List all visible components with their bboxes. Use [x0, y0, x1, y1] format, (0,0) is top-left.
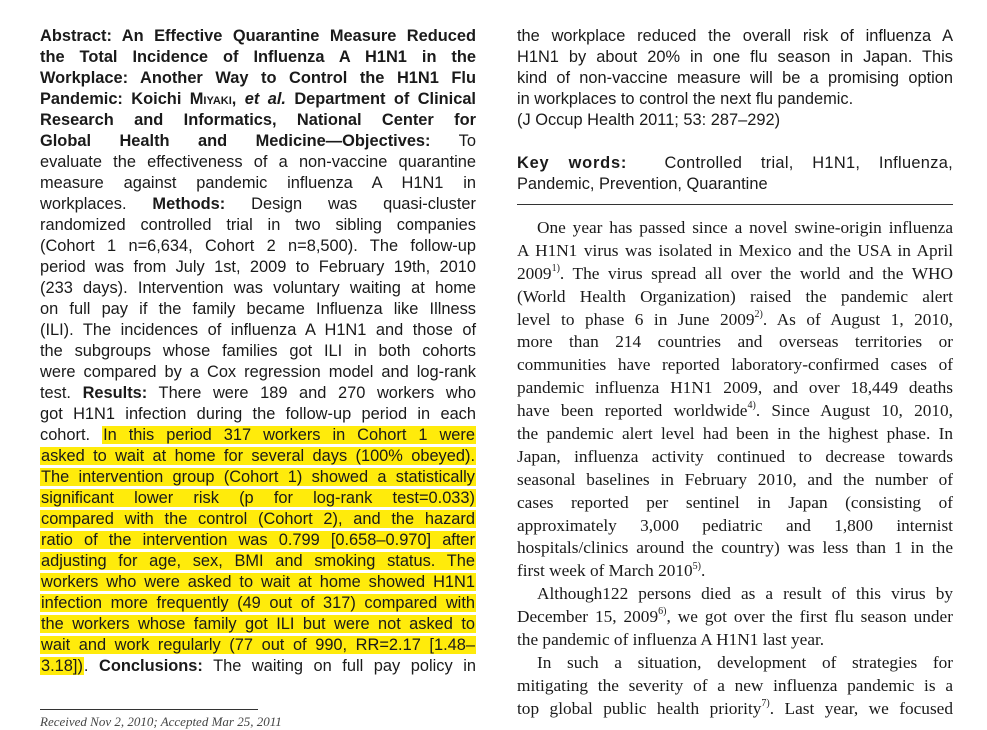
text-run: first week of March 2010	[517, 561, 693, 581]
abstract-lines-line	[40, 467, 476, 488]
body-lines-line	[517, 217, 953, 240]
abstract-lines-line	[40, 194, 476, 215]
body-lines-line	[517, 492, 953, 515]
citation-ref: 4)	[747, 400, 756, 412]
text-run: A H1N1 virus was isolated in Mexico and the USA in April	[517, 240, 953, 260]
abstract-lines-line	[40, 593, 476, 614]
abstract-lines-line	[40, 362, 476, 383]
text-run: et al.	[244, 90, 286, 108]
text-run: pandemic influenza H1N1 2009, and over 18,449 deaths	[517, 378, 953, 398]
text-run: There were 189 and 270 workers who	[147, 384, 476, 402]
text-run: more than 214 countries and overseas territories or	[517, 332, 953, 352]
keywords-rule	[517, 204, 953, 205]
text-run: communities have reported laboratory-confirmed cases of	[517, 355, 953, 375]
abstract-lines-line	[40, 341, 476, 362]
abstract-lines-line	[40, 89, 476, 110]
abstract-continuation-line: the workplace reduced the overall risk of influenza A	[517, 27, 953, 45]
text-run: 2009	[517, 263, 552, 283]
text-run: Pandemic: Koichi	[40, 90, 190, 108]
body-lines-line	[517, 309, 953, 332]
body-lines-line	[517, 469, 953, 492]
text-run: seasonal baselines in February 2010, and the number of	[517, 469, 953, 489]
abstract-lines-line	[40, 551, 476, 572]
text-run: One year has passed since a novel swine-origin influenza	[537, 218, 953, 237]
text-run: top global public health priority	[517, 698, 762, 718]
citation-ref: 6)	[658, 606, 667, 618]
text-run: on full pay if the family became Influenza like Illness	[40, 300, 476, 318]
abstract-lines-line	[40, 572, 476, 593]
text-run: cases reported per sentinel in Japan (consisting of	[517, 492, 953, 512]
body-lines-line	[517, 286, 953, 309]
highlighted-text: significant lower risk (p for log-rank test=0.033)	[41, 489, 475, 507]
body-lines-line	[517, 698, 953, 721]
abstract-lines-line	[40, 236, 476, 257]
abstract-continuation-line: in workplaces to control the next flu pandemic.	[517, 90, 854, 108]
body-lines-line	[517, 537, 953, 560]
body-lines-line	[517, 515, 953, 538]
text-run: cohort.	[40, 426, 103, 444]
text-run: measure against pandemic influenza A H1N1 in	[40, 174, 476, 192]
text-run: December 15, 2009	[517, 607, 659, 627]
citation-ref: 7)	[761, 697, 770, 709]
abstract-lines-line	[40, 320, 476, 341]
abstract-lines-line	[40, 173, 476, 194]
keywords-label: Key words:	[517, 154, 628, 172]
body-lines-line	[517, 652, 953, 675]
text-run: (Cohort 1 n=6,634, Cohort 2 n=8,500). The follow-up	[40, 237, 476, 255]
abstract-lines-line	[40, 635, 476, 656]
body-lines-line	[517, 400, 953, 423]
text-run: workplaces.	[40, 195, 153, 213]
text-run: Results:	[82, 384, 148, 402]
right-column	[517, 26, 953, 721]
body-lines-line	[517, 446, 953, 469]
abstract-continuation-line: kind of non-vaccine measure will be a promising option	[517, 69, 953, 87]
body-lines-line	[517, 606, 953, 629]
text-run: Global Health and Medicine—Objectives:	[40, 132, 431, 150]
keywords-line-2: Pandemic, Prevention, Quarantine	[517, 175, 768, 193]
text-run: Abstract: An Effective Quarantine Measure Reduced	[40, 27, 476, 45]
abstract-lines-line	[40, 152, 476, 173]
text-run: (233 days). Intervention was voluntary waiting at home	[40, 279, 476, 297]
body-lines-line	[517, 629, 953, 652]
body-lines-line	[517, 354, 953, 377]
highlighted-text: compared with the control (Cohort 2), and the hazard	[41, 510, 475, 528]
text-run: randomized controlled trial in two sibling companies	[40, 216, 476, 234]
highlighted-text: adjusting for age, sex, BMI and smoking status. The	[41, 552, 475, 570]
highlighted-text: In this period 317 workers in Cohort 1 were	[103, 426, 475, 444]
text-run: . Since August 10, 2010,	[755, 401, 953, 421]
text-run: Conclusions:	[99, 657, 203, 675]
text-run: level to phase 6 in June 2009	[517, 309, 755, 329]
text-run: , we got over the first flu season under	[666, 607, 953, 627]
text-run: hospitals/clinics around the country) was less than 1 in the	[517, 538, 953, 558]
abstract-lines-line	[40, 110, 476, 131]
body-lines-line	[517, 377, 953, 400]
citation-ref: 2)	[754, 308, 763, 320]
abstract-lines-line	[40, 383, 476, 404]
abstract-lines-line	[40, 509, 476, 530]
citation-ref: 1)	[551, 263, 560, 275]
keywords-line-1: Controlled trial, H1N1, Influenza,	[664, 154, 953, 172]
text-run: have been reported worldwide	[517, 401, 748, 421]
text-run: mitigating the severity of a new influenza pandemic is a	[517, 675, 953, 695]
text-run: Department of Clinical	[285, 90, 476, 108]
abstract-lines-line	[40, 26, 476, 47]
abstract-lines-line	[40, 257, 476, 278]
text-run: (World Health Organization) raised the pandemic alert	[517, 286, 953, 306]
text-run: got H1N1 infection during the follow-up period in each	[40, 405, 476, 423]
highlighted-text: the workers whose family got ILI but were not asked to	[41, 615, 475, 633]
keywords-block	[517, 153, 953, 195]
highlighted-text: wait and work regularly (77 out of 990, RR=2.17 [1.48–	[41, 636, 475, 654]
citation-ref: 5)	[692, 560, 701, 572]
abstract-lines-line	[40, 404, 476, 425]
highlighted-text: infection more frequently (49 out of 317) compared with	[41, 594, 475, 612]
abstract-continuation-line: H1N1 by about 20% in one flu season in Japan. This	[517, 48, 953, 66]
text-run: the pandemic alert level had been in the highest phase. In	[517, 424, 953, 444]
abstract-continuation-line: (J Occup Health 2011; 53: 287–292)	[517, 111, 781, 129]
abstract-lines-line	[40, 278, 476, 299]
abstract-lines-line	[40, 215, 476, 236]
body-lines-line	[517, 583, 953, 606]
text-run: The waiting on full pay policy in	[202, 657, 477, 675]
text-run: . As of August 1, 2010,	[762, 309, 953, 329]
text-run: the Total Incidence of Influenza A H1N1 in the	[40, 48, 476, 66]
highlighted-text: workers who were asked to wait at home showed H1N1	[41, 573, 475, 591]
text-run: In such a situation, development of strategies for	[537, 652, 953, 672]
abstract-lines-line	[40, 530, 476, 551]
abstract-lines-line	[40, 446, 476, 467]
text-run: . Last year, we focused	[769, 698, 953, 718]
text-run: (ILI). The incidences of influenza A H1N1 and those of	[40, 321, 476, 339]
text-run: Research and Informatics, National Center for	[40, 111, 476, 129]
text-run: ,	[231, 90, 245, 108]
abstract-lines-line	[40, 47, 476, 68]
received-footnote: Received Nov 2, 2010; Accepted Mar 25, 2011	[40, 714, 282, 729]
text-run: To	[430, 132, 476, 150]
abstract-lines-line	[40, 299, 476, 320]
abstract-column	[40, 26, 476, 677]
text-run: . The virus spread all over the world and the WHO	[559, 263, 953, 283]
abstract-continuation	[517, 26, 953, 131]
text-run: Japan, influenza activity continued to decrease towards	[517, 446, 953, 466]
abstract-lines-line	[40, 131, 476, 152]
highlighted-text: The intervention group (Cohort 1) showed a statistically	[41, 468, 475, 486]
abstract-lines-line	[40, 68, 476, 89]
text-run: Miyaki	[189, 90, 232, 108]
text-run: the pandemic of influenza A H1N1 last year.	[517, 630, 825, 650]
text-run: Methods:	[152, 195, 226, 213]
highlighted-text: ratio of the intervention was 0.799 [0.658–0.970] after	[41, 531, 475, 549]
body-lines-line	[517, 675, 953, 698]
body-lines-line	[517, 263, 953, 286]
highlighted-text: 3.18])	[41, 657, 83, 675]
text-run: .	[83, 657, 100, 675]
body-lines-line	[517, 560, 953, 583]
body-text	[517, 217, 953, 721]
body-lines-line	[517, 240, 953, 263]
text-run: were compared by a Cox regression model and log-rank	[40, 363, 476, 381]
footnote-rule	[40, 709, 258, 710]
abstract-lines-line	[40, 614, 476, 635]
text-run: .	[700, 561, 706, 581]
text-run: the subgroups whose families got ILI in both cohorts	[40, 342, 476, 360]
highlighted-text: asked to wait at home for several days (100% obeyed).	[41, 447, 475, 465]
text-run: approximately 3,000 pediatric and 1,800 internist	[517, 515, 953, 535]
abstract-lines-line	[40, 425, 476, 446]
text-run: Workplace: Another Way to Control the H1N1 Flu	[40, 69, 476, 87]
abstract-lines-line	[40, 488, 476, 509]
abstract-lines-line	[40, 656, 476, 677]
body-lines-line	[517, 331, 953, 354]
text-run: evaluate the effectiveness of a non-vaccine quarantine	[40, 153, 476, 171]
text-run: test.	[40, 384, 83, 402]
text-run: period was from July 1st, 2009 to February 19th, 2010	[40, 258, 476, 276]
text-run: Although122 persons died as a result of this virus by	[537, 584, 953, 604]
body-lines-line	[517, 423, 953, 446]
text-run: Design was quasi-cluster	[225, 195, 476, 213]
